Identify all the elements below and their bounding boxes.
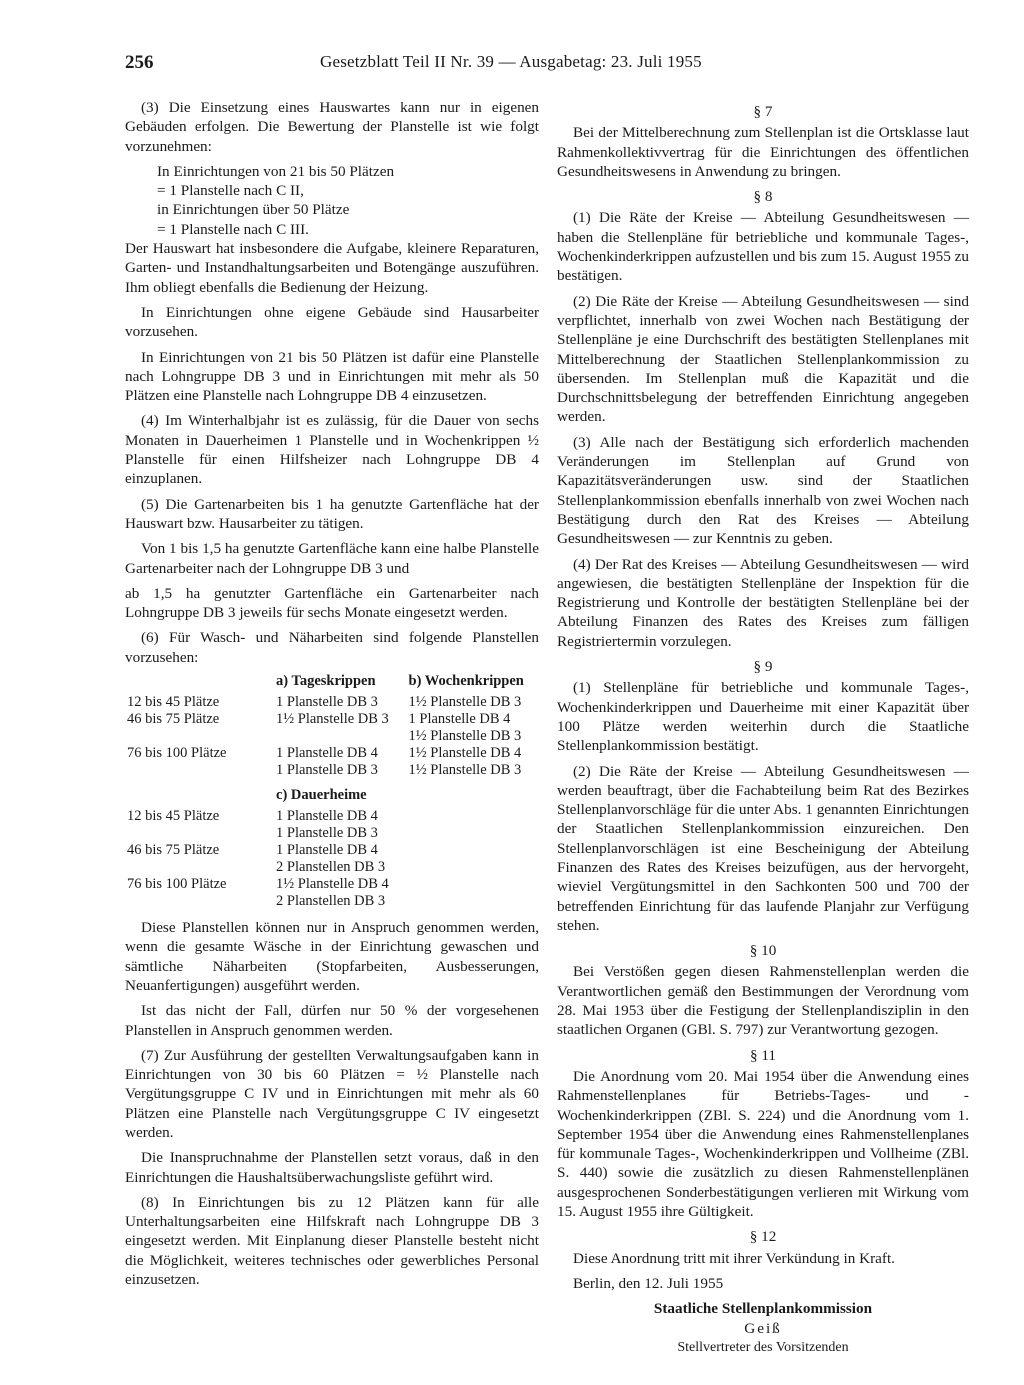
table-cell: 1½ Planstelle DB 3 (408, 694, 522, 711)
signature-organization: Staatliche Stellenplankommission (653, 1300, 873, 1318)
table-cell: 1½ Planstelle DB 4 (276, 876, 389, 893)
section-heading: § 7 (753, 103, 773, 120)
section-10-text: Bei Verstößen gegen diesen Rahmenstellenplan werden die Verantwortlichen gemäß den Bestimmungen der Verordnung vom 28. Mai 1953 über die Festigung der Stellenplandisziplin in den staatlichen Organen (GBl. S. 797) zur Verantwortung gezogen. (557, 963, 969, 1039)
section-9-1: (1) Stellenpläne für betriebliche und kommunale Tages-, Wochenkinderkrippen und Dauerheime mit einer Kapazität über 100 Plätze werden weiterhin durch die Staatliche Stellenplankommission bestätigt. (557, 679, 969, 755)
paragraph-6: (6) Für Wasch- und Näharbeiten sind folgende Planstellen vorzusehen: (125, 629, 539, 666)
paragraph-5-b: ab 1,5 ha genutzter Gartenfläche ein Gartenarbeiter nach Lohngruppe DB 3 jeweils für sechs Monate eingesetzt werden. (125, 584, 539, 622)
section-heading: § 10 (749, 942, 777, 960)
table-cell: 1 Planstelle DB 3 (276, 825, 378, 842)
paragraph-8: (8) In Einrichtungen bis zu 12 Plätzen kann für alle Unterhaltungsarbeiten eine Hilfskraft nach Lohngruppe DB 3 eingesetzt werden. Mit Einplanung dieser Planstelle besteht nicht die Möglichkeit, weiteres technisches oder gewerbliches Personal einzusetzen. (125, 1193, 539, 1289)
formula-line: = 1 Planstelle nach C III. (157, 220, 309, 238)
paragraph-7-b: Die Inanspruchnahme der Planstellen setzt voraus, daß in den Einrichtungen die Haushaltsüberwachungsliste geführt wird. (125, 1149, 539, 1186)
signature-name: Geiß (744, 1319, 782, 1337)
section-11-text: Die Anordnung vom 20. Mai 1954 über die Anwendung eines Rahmenstellenplanes für Betriebs-Tages- und -Wochenkinderkrippen (ZBl. S. 224) und die Anordnung vom 1. September 1954 über die Anwendung eines Rahmenstellenplanes für kommunale Tages-, Wochenkinderkrippen und Vollheime (ZBl. S. 440) sowie die zusätzlich zu diesen Rahmenstellenplänen ausgesprochenen Sonderbestätigungen verlieren mit Wirkung vom 15. August 1955 ihre Gültigkeit. (557, 1067, 969, 1221)
table-cell: 1½ Planstelle DB 4 (408, 745, 522, 762)
right-column (557, 98, 969, 1357)
section-heading: § 9 (753, 658, 773, 676)
table-cell: 1 Planstelle DB 3 (276, 694, 378, 711)
section-heading: § 12 (749, 1228, 777, 1246)
row-label: 46 bis 75 Plätze (127, 842, 220, 859)
section-7-text: Bei der Mittelberechnung zum Stellenplan ist die Ortsklasse laut Rahmenkollektivvertrag für die Einrichtungen des öffentlichen Gesundheitswesens in Anwendung zu bringen. (557, 124, 969, 180)
col-head-tageskrippen: a) Tageskrippen (276, 673, 376, 690)
formula-line: In Einrichtungen von 21 bis 50 Plätzen (157, 162, 395, 180)
row-label: 46 bis 75 Plätze (127, 711, 220, 728)
section-9-2: (2) Die Räte der Kreise — Abteilung Gesundheitswesen — werden beauftragt, über die Fachabteilung beim Rat des Bezirkes Stellenplanvorschläge für die unter Abs. 1 genannten Einrichtungen der Staatlichen Stellenplankommission einzureichen. Den Stellenplanvorschlägen ist eine Bescheinigung der Abteilung Finanzen des Rates des Kreises beizufügen, aus der hervorgeht, wieviel Vergütungsmittel in den Sachkonten 500 und 700 der betreffenden Einrichtung für das laufende Planjahr zur Verfügung stehen. (557, 762, 969, 934)
place-date: Berlin, den 12. Juli 1955 (573, 1274, 724, 1292)
section-heading: § 11 (749, 1046, 776, 1064)
paragraph-5: (5) Die Gartenarbeiten bis 1 ha genutzte Gartenfläche hat der Hauswart bzw. Hausarbeiter zu tätigen. (125, 495, 539, 532)
table-row (125, 808, 539, 842)
col-head-wochenkrippen: b) Wochenkrippen (408, 673, 524, 690)
paragraph-3-formula (125, 162, 539, 239)
paragraph-3-intro: (3) Die Einsetzung eines Hauswartes kann nur in eigenen Gebäuden erfolgen. Die Bewertung der Planstelle ist wie folgt vorzunehmen: (125, 99, 539, 155)
table-row (125, 842, 539, 876)
table-row (125, 745, 539, 779)
table-cell: 1 Planstelle DB 4 (276, 745, 378, 762)
row-label: 12 bis 45 Plätze (127, 808, 220, 825)
table-cell: 2 Planstellen DB 3 (276, 893, 386, 910)
table-cell: 1 Planstelle DB 4 (276, 842, 378, 859)
paragraph-6-after-2: Ist das nicht der Fall, dürfen nur 50 % der vorgesehenen Planstellen in Anspruch genommen werden. (125, 1002, 539, 1039)
row-label: 12 bis 45 Plätze (127, 694, 220, 711)
table-cell: 1 Planstelle DB 3 (276, 762, 378, 779)
paragraph-3-21bis50: In Einrichtungen von 21 bis 50 Plätzen ist dafür eine Planstelle nach Lohngruppe DB 3 und in Einrichtungen mit mehr als 50 Plätzen eine Planstelle nach Lohngruppe DB 4 einzusetzen. (125, 348, 539, 405)
section-8-4: (4) Der Rat des Kreises — Abteilung Gesundheitswesen — wird angewiesen, die bestätigten Stellenpläne der Inspektion für die Registrierung und Kontrolle der bestätigten Stellenpläne bei der Abteilung Finanzen des Rates des Kreises zum fälligen Registriertermin vorzulegen. (557, 555, 969, 650)
col-head-dauerheime: c) Dauerheime (276, 787, 367, 804)
table-cell: 1½ Planstelle DB 3 (408, 762, 522, 779)
paragraph-3-hauswart: Der Hauswart hat insbesondere die Aufgabe, kleinere Reparaturen, Garten- und Instandhaltungsarbeiten und Botengänge auszuführen. Ihm obliegt ebenfalls die Bedienung der Heizung. (125, 240, 539, 296)
row-label: 76 bis 100 Plätze (127, 745, 227, 762)
header-title: Gesetzblatt Teil II Nr. 39 — Ausgabetag: 23. Juli 1955 (320, 52, 702, 71)
page-number: 256 (125, 52, 154, 73)
page-header (125, 52, 977, 78)
table-row (125, 711, 539, 745)
formula-line: in Einrichtungen über 50 Plätze (157, 201, 350, 219)
section-8-3: (3) Alle nach der Bestätigung sich erforderlich machenden Veränderungen im Stellenplan auf Grund von Kapazitätsveränderungen usw. sind der Staatlichen Stellenplankommission ebenfalls innerhalb von zwei Wochen nach Bestätigung durch den Rat des Kreises — Abteilung Gesundheitswesen — zur Kenntnis zu geben. (557, 433, 969, 548)
signature-role: Stellvertreter des Vorsitzenden (677, 1339, 849, 1355)
formula-line: = 1 Planstelle nach C II, (157, 182, 304, 200)
section-12-text: Diese Anordnung tritt mit ihrer Verkündung in Kraft. (573, 1249, 895, 1267)
planstellen-table (125, 673, 539, 910)
paragraph-7: (7) Zur Ausführung der gestellten Verwaltungsaufgaben kann in Einrichtungen von 30 bis 60 Plätzen = ½ Planstelle nach Vergütungsgruppe C IV und in Einrichtungen mit mehr als 60 Plätzen eine Planstelle nach Vergütungsgruppe C IV eingesetzt werden. (125, 1046, 539, 1141)
left-column (125, 98, 539, 1295)
table-cell: 1 Planstelle DB 4 (408, 711, 511, 728)
table-row (125, 876, 539, 910)
table-cell: 1½ Planstelle DB 3 (276, 711, 389, 728)
table-cell: 1½ Planstelle DB 3 (408, 728, 522, 745)
table-cell: 1 Planstelle DB 4 (276, 808, 378, 825)
paragraph-6-after: Diese Planstellen können nur in Anspruch genommen werden, wenn die gesamte Wäsche in der Einrichtung gewaschen und sämtliche Näharbeiten (Stopfarbeiten, Ausbesserungen, Neuanfertigungen) ausgeführt werden. (125, 919, 539, 994)
section-8-1: (1) Die Räte der Kreise — Abteilung Gesundheitswesen — haben die Stellenpläne für betriebliche und kommunale Tages-, Wochenkinderkrippen aufzustellen und bis zum 15. August 1955 zu bestätigen. (557, 209, 969, 285)
section-8-2: (2) Die Räte der Kreise — Abteilung Gesundheitswesen — sind verpflichtet, innerhalb von zwei Wochen nach Bestätigung der Stellenpläne je eine Durchschrift des bestätigten Stellenplanes mit Mittelberechnung der Staatlichen Stellenplankommission zu übersenden. Im Stellenplan muß die Kapazität und die Durchschnittsbelegung der betreffenden Einrichtung angegeben werden. (557, 292, 969, 426)
paragraph-3-ohne: In Einrichtungen ohne eigene Gebäude sind Hausarbeiter vorzusehen. (125, 303, 539, 341)
table-row (125, 694, 539, 711)
paragraph-5-a: Von 1 bis 1,5 ha genutzte Gartenfläche kann eine halbe Planstelle Gartenarbeiter nach der Lohngruppe DB 3 und (125, 540, 539, 577)
row-label: 76 bis 100 Plätze (127, 876, 227, 893)
section-heading: § 8 (753, 188, 773, 206)
table-cell: 2 Planstellen DB 3 (276, 859, 386, 876)
paragraph-4: (4) Im Winterhalbjahr ist es zulässig, für die Dauer von sechs Monaten in Dauerheimen 1 Planstelle und in Wochenkrippen ½ Planstelle für einen Hilfsheizer nach Lohngruppe DB 4 einzuplanen. (125, 412, 539, 488)
